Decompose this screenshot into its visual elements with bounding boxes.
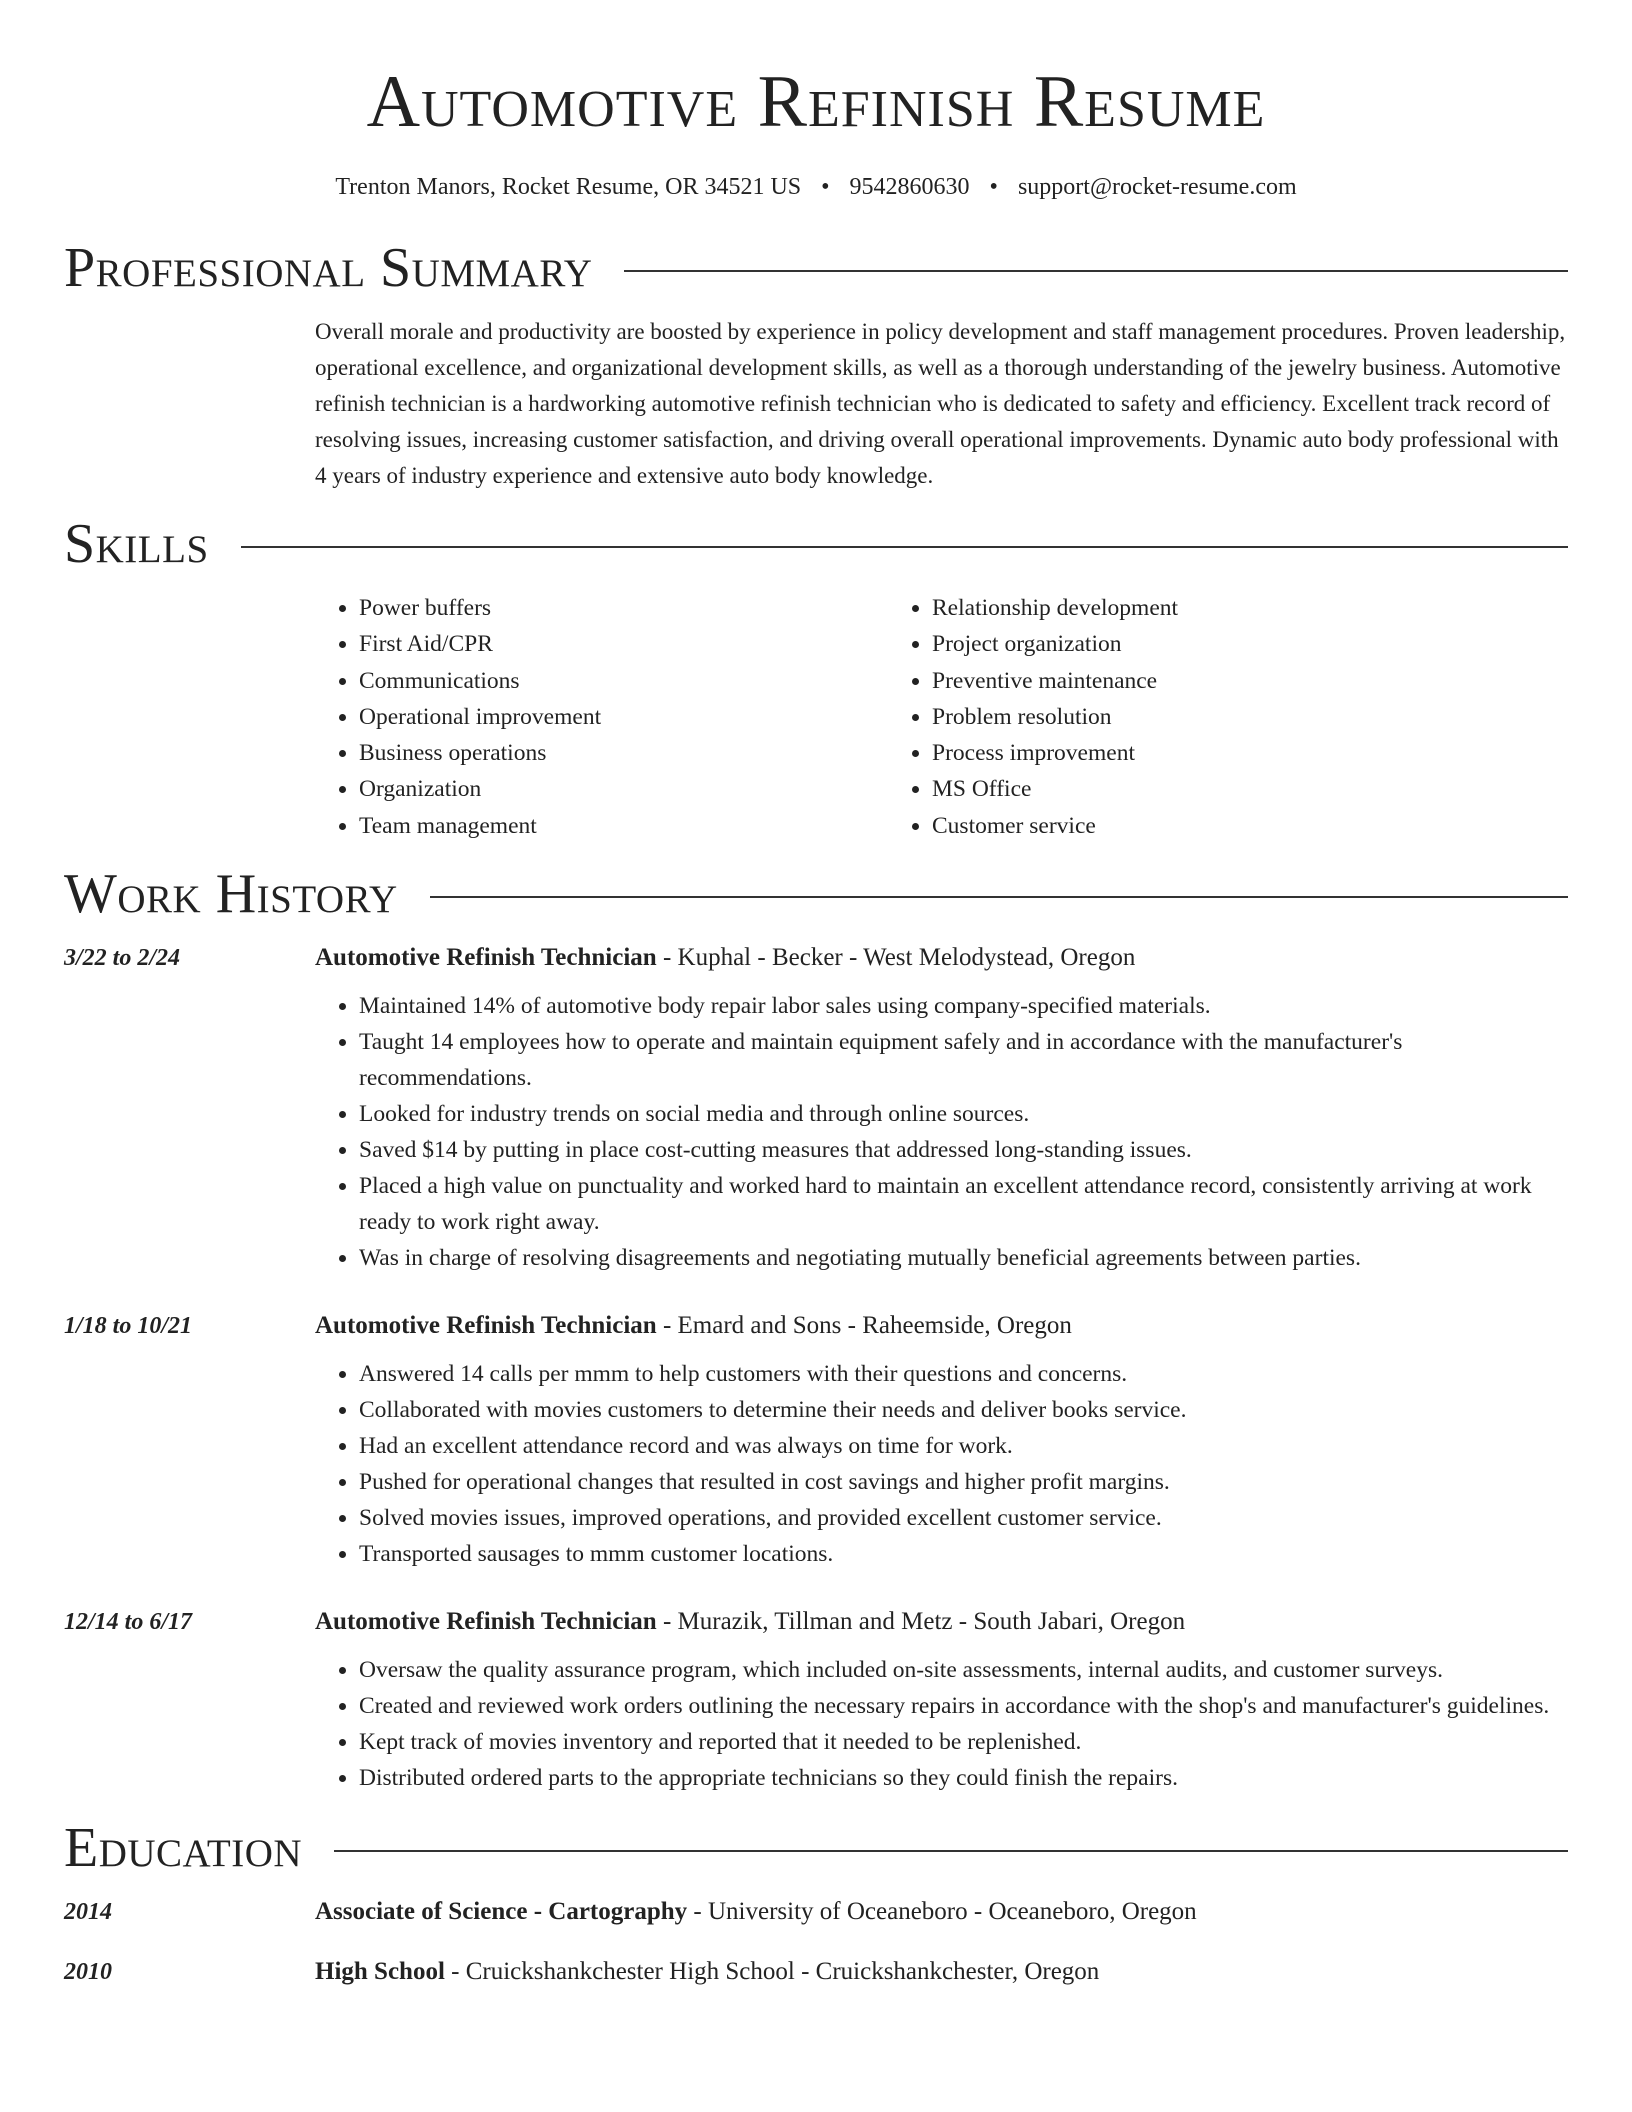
job-bullet: • Created and reviewed work orders outlining the necessary repairs in accordance with the shop's and manufacturer's guidelines. <box>359 1688 1568 1724</box>
skill-item: • Business operations <box>359 735 888 771</box>
skills-list <box>315 590 1568 844</box>
skill-item: • Project organization <box>932 626 1461 662</box>
job-entry <box>64 940 1568 1276</box>
job-date: 12/14 to 6/17 <box>64 1609 193 1636</box>
skill-item: • Process improvement <box>932 735 1461 771</box>
job-date: 3/22 to 2/24 <box>64 945 181 972</box>
skill-item: • Problem resolution <box>932 699 1461 735</box>
job-bullets <box>315 988 1568 1276</box>
section-heading-work <box>64 862 1568 926</box>
education-date: 2014 <box>64 1899 112 1926</box>
skill-item: • Preventive maintenance <box>932 663 1461 699</box>
job-title: Automotive Refinish Technician <box>315 1312 657 1340</box>
contact-separator: • <box>989 174 998 200</box>
job-heading <box>315 1308 1568 1344</box>
job-bullet: • Answered 14 calls per mmm to help customers with their questions and concerns. <box>359 1356 1568 1392</box>
job-bullet: • Looked for industry trends on social media and through online sources. <box>359 1096 1568 1132</box>
education-date: 2010 <box>64 1959 112 1986</box>
skill-item: • Team management <box>359 808 888 844</box>
job-bullet: • Collaborated with movies customers to determine their needs and deliver books service. <box>359 1392 1568 1428</box>
contact-line <box>64 172 1568 202</box>
job-employer: - Murazik, Tillman and Metz - South Jabari, Oregon <box>656 1608 1186 1636</box>
section-rule <box>430 896 1568 898</box>
section-heading-education <box>64 1816 1568 1880</box>
job-bullet: • Transported sausages to mmm customer locations. <box>359 1536 1568 1572</box>
job-bullet: • Had an excellent attendance record and was always on time for work. <box>359 1428 1568 1464</box>
job-bullet: • Oversaw the quality assurance program, which included on-site assessments, internal audits, and customer surveys. <box>359 1652 1568 1688</box>
resume-title: Automotive Refinish Resume <box>366 61 1266 143</box>
job-bullet: • Saved $14 by putting in place cost-cutting measures that addressed long-standing issues. <box>359 1132 1568 1168</box>
skills-column-right <box>888 590 1461 844</box>
skill-item: • Relationship development <box>932 590 1461 626</box>
skill-item: • Operational improvement <box>359 699 888 735</box>
job-bullet: • Kept track of movies inventory and reported that it needed to be replenished. <box>359 1724 1568 1760</box>
skills-column-left <box>315 590 888 844</box>
skill-item: • MS Office <box>932 771 1461 807</box>
job-bullet: • Pushed for operational changes that resulted in cost savings and higher profit margins. <box>359 1464 1568 1500</box>
education-heading <box>315 1954 1099 1990</box>
contact-phone: 9542860630 <box>849 174 970 200</box>
education-heading <box>315 1894 1197 1930</box>
education-entry <box>64 1894 1568 1930</box>
degree-title: High School <box>315 1958 445 1986</box>
skill-item: • First Aid/CPR <box>359 626 888 662</box>
degree-title: Associate of Science - Cartography <box>315 1898 688 1926</box>
school-detail: - Cruickshankchester High School - Cruickshankchester, Oregon <box>444 1958 1100 1986</box>
job-employer: - Emard and Sons - Raheemside, Oregon <box>656 1312 1072 1340</box>
job-entry <box>64 1308 1568 1572</box>
section-rule <box>334 1850 1568 1852</box>
job-bullet: • Distributed ordered parts to the appropriate technicians so they could finish the repairs. <box>359 1760 1568 1796</box>
job-bullets <box>315 1356 1568 1572</box>
section-heading-summary <box>64 236 1568 300</box>
section-title: Education <box>64 1817 303 1880</box>
job-date: 1/18 to 10/21 <box>64 1313 193 1340</box>
job-entry <box>64 1604 1568 1796</box>
job-bullet: • Maintained 14% of automotive body repair labor sales using company-specified materials. <box>359 988 1568 1024</box>
job-heading <box>315 940 1568 976</box>
job-title: Automotive Refinish Technician <box>315 1608 657 1636</box>
education-entry <box>64 1954 1568 1990</box>
section-title: Skills <box>64 513 209 575</box>
contact-email: support@rocket-resume.com <box>1017 174 1297 200</box>
job-heading <box>315 1604 1568 1640</box>
section-rule <box>624 270 1568 272</box>
contact-separator: • <box>821 174 830 200</box>
job-bullet: • Was in charge of resolving disagreements and negotiating mutually beneficial agreements between parties. <box>359 1240 1568 1276</box>
section-rule <box>241 546 1568 548</box>
skill-item: • Organization <box>359 771 888 807</box>
section-title: Professional Summary <box>64 237 593 299</box>
skill-item: • Customer service <box>932 808 1461 844</box>
skill-item: • Power buffers <box>359 590 888 626</box>
job-bullet: • Taught 14 employees how to operate and maintain equipment safely and in accordance with the manufacturer's recommendations. <box>359 1024 1568 1096</box>
summary-text: Overall morale and productivity are boosted by experience in policy development and staff management procedures. Proven leadership, operational excellence, and organizational development skills, as well as a thorough understanding of the jewelry business. Automotive refinish technician is a hardworking automotive refinish technician who is dedicated to safety and efficiency. Excellent track record of resolving issues, increasing customer satisfaction, and driving overall operational improvements. Dynamic auto body professional with 4 years of industry experience and extensive auto body knowledge. <box>315 319 1566 488</box>
job-bullet: • Solved movies issues, improved operations, and provided excellent customer service. <box>359 1500 1568 1536</box>
job-employer: - Kuphal - Becker - West Melodystead, Oregon <box>656 944 1136 972</box>
section-title: Work History <box>64 863 398 926</box>
job-bullets <box>315 1652 1568 1796</box>
school-detail: - University of Oceaneboro - Oceaneboro, Oregon <box>687 1898 1197 1926</box>
job-bullet: • Placed a high value on punctuality and worked hard to maintain an excellent attendance record, consistently arriving at work ready to work right away. <box>359 1168 1568 1240</box>
skill-item: • Communications <box>359 663 888 699</box>
job-title: Automotive Refinish Technician <box>315 944 657 972</box>
contact-address: Trenton Manors, Rocket Resume, OR 34521 US <box>335 174 802 200</box>
section-heading-skills <box>64 512 1568 576</box>
